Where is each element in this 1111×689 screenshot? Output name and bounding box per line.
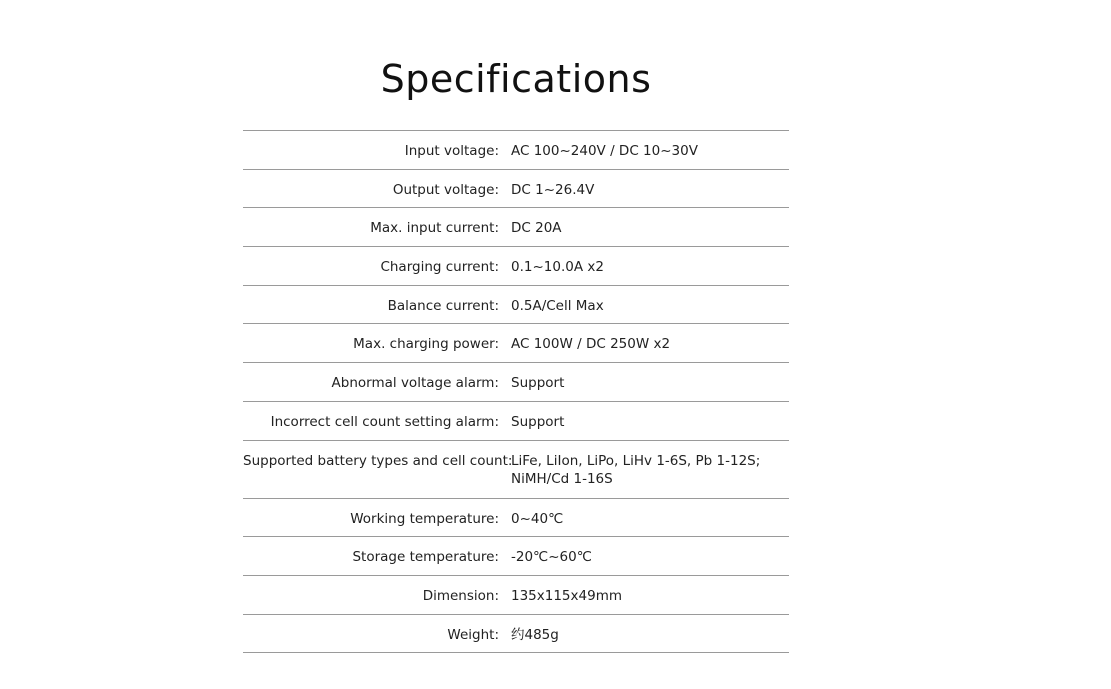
spec-row-supported-battery-types — [243, 441, 789, 499]
spec-value: 0~40℃ — [511, 510, 564, 527]
spec-value: 135x115x49mm — [511, 587, 622, 604]
spec-row-dimension — [243, 576, 789, 615]
spec-value: 约485g — [511, 626, 559, 643]
spec-label: Output voltage: — [392, 181, 499, 198]
spec-value: AC 100W / DC 250W x2 — [511, 336, 671, 353]
spec-value: DC 1~26.4V — [511, 181, 595, 198]
spec-row-incorrect-cell-count-alarm — [243, 402, 789, 441]
spec-row-charging-current — [243, 247, 789, 286]
spec-value: LiFe, LiIon, LiPo, LiHv 1-6S, Pb 1-12S; NiMH/Cd 1-16S — [511, 452, 761, 487]
spec-label: Max. input current: — [370, 220, 499, 237]
spec-value: -20℃~60℃ — [511, 549, 592, 566]
spec-value: 0.1~10.0A x2 — [511, 259, 604, 276]
spec-value: Support — [511, 375, 565, 392]
spec-label: Charging current: — [380, 259, 499, 276]
spec-row-weight — [243, 615, 789, 654]
spec-label: Weight: — [447, 626, 499, 643]
spec-label: Max. charging power: — [353, 336, 499, 353]
spec-row-abnormal-voltage-alarm — [243, 363, 789, 402]
spec-row-balance-current — [243, 286, 789, 325]
spec-row-storage-temperature — [243, 537, 789, 576]
spec-label: Working temperature: — [350, 510, 499, 527]
specifications-table — [243, 130, 789, 653]
spec-label: Dimension: — [422, 587, 499, 604]
spec-label: Supported battery types and cell count: — [243, 452, 513, 469]
spec-label: Incorrect cell count setting alarm: — [270, 413, 499, 430]
spec-row-max-input-current — [243, 208, 789, 247]
spec-row-working-temperature — [243, 499, 789, 538]
spec-label: Storage temperature: — [352, 549, 499, 566]
page-title: Specifications — [380, 57, 652, 102]
spec-label: Abnormal voltage alarm: — [331, 375, 499, 392]
spec-value: Support — [511, 413, 565, 430]
spec-row-output-voltage — [243, 170, 789, 209]
spec-row-input-voltage — [243, 131, 789, 170]
spec-row-max-charging-power — [243, 324, 789, 363]
spec-value: DC 20A — [511, 220, 562, 237]
spec-value: AC 100~240V / DC 10~30V — [511, 143, 698, 159]
spec-label: Balance current: — [387, 297, 499, 314]
spec-label: Input voltage: — [404, 143, 499, 159]
spec-value: 0.5A/Cell Max — [511, 297, 604, 314]
